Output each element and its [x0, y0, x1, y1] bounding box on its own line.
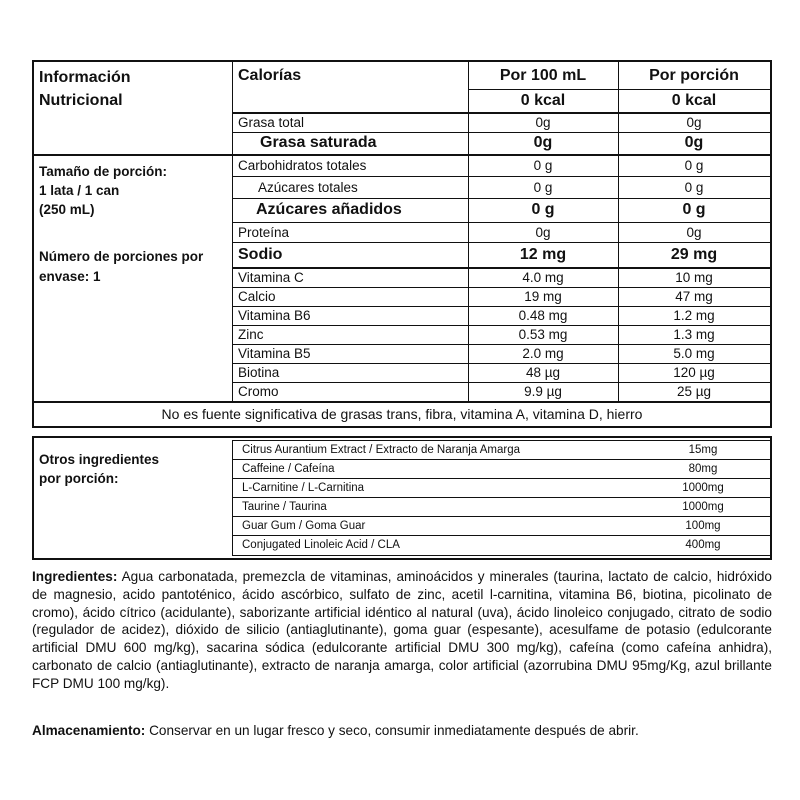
nutrition-facts-table	[32, 60, 772, 428]
ingredients-text: Agua carbonatada, premezcla de vitaminas, aminoácidos y minerales (taurina, lactato de calcio, hidróxido de magnesio, acido pantoténico, ácido ascórbico, sulfato de zinc, acetil l-carnitina, vitamina B6, biotina, picolinato de cromo), ácido cítrico (acidulante), saborizante artificial idéntico al natural (uva), ácido linoleico conjugado, citrato de sodio (regulador de acidez), dióxido de silicio (antiaglutinante), goma guar (espesante), acesulfame de potasio (edulcorante artificial DMU 600 mg/kg), sacarina sódica (edulcorante artificial DMU 300 mg/kg), cafeína (como cafeína anhidra), carbonato de calcio (antiaglutinante), extracto de naranja amarga, color artificial (azorrubina DMU 95mg/Kg, azul brillante FCP DMU 100 mg/kg).	[32, 569, 772, 691]
divider	[232, 555, 770, 556]
nutrient-label: Proteína	[238, 224, 290, 240]
nutrient-label: Zinc	[238, 327, 264, 342]
nutrient-per-portion: 120 µg	[673, 365, 715, 380]
nutrient-per-100ml: 19 mg	[524, 289, 562, 304]
divider	[232, 440, 233, 556]
divider	[232, 516, 770, 517]
divider	[232, 535, 770, 536]
nutrient-per-100ml: 0 g	[533, 157, 553, 173]
divider	[232, 459, 770, 460]
nutrition-title	[39, 66, 131, 112]
nutrient-label: Grasa saturada	[260, 134, 377, 151]
other-ingredient-name: Conjugated Linoleic Acid / CLA	[242, 538, 400, 551]
nutrient-label: Azúcares totales	[258, 179, 358, 195]
nutrient-per-portion: 47 mg	[675, 289, 713, 304]
nutrient-per-portion: 0g	[686, 224, 702, 240]
column-header-per-portion: Por porción	[649, 66, 739, 84]
other-ingredient-name: Taurine / Taurina	[242, 500, 327, 513]
other-ingredient-row	[238, 535, 772, 554]
nutrient-label: Azúcares añadidos	[256, 201, 402, 218]
other-ingredient-name: Guar Gum / Goma Guar	[242, 519, 366, 532]
nutrient-per-portion: 5.0 mg	[673, 346, 715, 361]
other-ingredient-row	[238, 459, 772, 478]
nutrient-per-100ml: 0g	[535, 114, 551, 130]
nutrient-per-100ml: 0 g	[533, 179, 553, 195]
nutrient-per-100ml: 9.9 µg	[524, 384, 562, 399]
other-ingredient-row	[238, 497, 772, 516]
storage-paragraph	[32, 722, 772, 740]
nutrient-label: Cromo	[238, 384, 279, 399]
serving-size	[39, 162, 167, 219]
nutrient-per-portion: 1.2 mg	[673, 308, 715, 323]
nutrient-label: Vitamina C	[238, 269, 304, 285]
nutrient-label: Vitamina B6	[238, 308, 311, 323]
other-ingredient-amount: 1000mg	[682, 500, 724, 513]
nutrient-label: Grasa total	[238, 114, 305, 130]
serving-size-line: 1 lata / 1 can	[39, 183, 120, 198]
nutrient-per-portion: 0g	[684, 134, 704, 151]
servings-per-container	[39, 247, 203, 287]
nutrient-label: Biotina	[238, 365, 280, 380]
title-line: por porción:	[39, 471, 119, 486]
nutrient-label: Calcio	[238, 289, 276, 304]
title-line: Nutricional	[39, 92, 123, 109]
calories-per-100ml: 0 kcal	[520, 91, 566, 109]
servings-line: envase: 1	[39, 269, 101, 284]
other-ingredient-amount: 100mg	[685, 519, 721, 532]
other-ingredient-row	[238, 516, 772, 535]
ingredients-label: Ingredientes:	[32, 569, 118, 584]
other-ingredients-table	[32, 436, 772, 560]
other-ingredient-amount: 15mg	[688, 443, 718, 456]
other-ingredient-name: Citrus Aurantium Extract / Extracto de Naranja Amarga	[242, 443, 521, 456]
other-ingredient-amount: 80mg	[688, 462, 718, 475]
other-ingredient-row	[238, 478, 772, 497]
calories-per-portion: 0 kcal	[671, 91, 717, 109]
nutrient-label: Carbohidratos totales	[238, 157, 367, 173]
nutrition-footnote: No es fuente significativa de grasas trans, fibra, vitamina A, vitamina D, hierro	[161, 406, 643, 422]
nutrient-per-100ml: 48 µg	[525, 365, 561, 380]
other-ingredient-row	[238, 440, 772, 459]
nutrient-per-portion: 0 g	[684, 157, 704, 173]
storage-text: Conservar en un lugar fresco y seco, consumir inmediatamente después de abrir.	[145, 723, 639, 738]
nutrient-per-portion: 0g	[686, 114, 702, 130]
nutrient-per-100ml: 0g	[535, 224, 551, 240]
storage-label: Almacenamiento:	[32, 723, 146, 738]
nutrient-per-portion: 25 µg	[676, 384, 712, 399]
title-line: Información	[39, 69, 131, 86]
nutrient-per-100ml: 12 mg	[519, 245, 567, 263]
divider	[232, 440, 770, 441]
nutrient-label: Sodio	[238, 245, 283, 263]
nutrient-label: Vitamina B5	[238, 346, 311, 361]
nutrient-per-portion: 0 g	[682, 201, 706, 218]
ingredients-paragraph	[32, 568, 772, 693]
nutrient-per-portion: 1.3 mg	[673, 327, 715, 342]
nutrient-per-100ml: 0g	[533, 134, 553, 151]
title-line: Otros ingredientes	[39, 452, 160, 467]
divider	[232, 478, 770, 479]
nutrient-per-portion: 29 mg	[670, 245, 718, 263]
other-ingredient-amount: 1000mg	[682, 481, 724, 494]
servings-line: Número de porciones por	[39, 249, 204, 264]
divider	[232, 497, 770, 498]
nutrient-per-portion: 0 g	[684, 179, 704, 195]
nutrient-per-100ml: 0.48 mg	[518, 308, 568, 323]
other-ingredients-title	[39, 450, 159, 488]
other-ingredient-name: L-Carnitine / L-Carnitina	[242, 481, 365, 494]
calories-label: Calorías	[238, 66, 302, 84]
nutrient-per-100ml: 0.53 mg	[518, 327, 568, 342]
nutrient-per-100ml: 0 g	[531, 201, 555, 218]
other-ingredient-amount: 400mg	[685, 538, 721, 551]
serving-size-line: Tamaño de porción:	[39, 164, 168, 179]
column-header-per-100ml: Por 100 mL	[499, 66, 587, 84]
nutrient-per-portion: 10 mg	[675, 269, 713, 285]
nutrient-per-100ml: 2.0 mg	[522, 346, 564, 361]
nutrient-per-100ml: 4.0 mg	[522, 269, 564, 285]
serving-size-line: (250 mL)	[39, 202, 95, 217]
other-ingredient-name: Caffeine / Cafeína	[242, 462, 335, 475]
